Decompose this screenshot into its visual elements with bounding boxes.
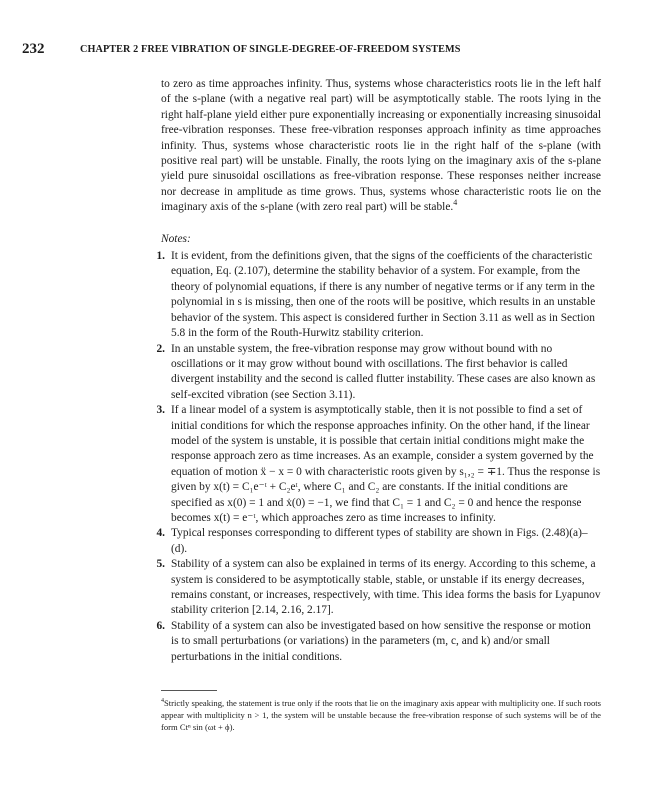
footnote-number: 4 [161, 698, 165, 705]
page-number: 232 [22, 41, 45, 57]
footnote-divider [161, 690, 217, 691]
note-item [156, 557, 601, 619]
note-text: Typical responses corresponding to different types of stability are shown in Figs. (2.48)(a)–(d). [171, 527, 588, 555]
note-number: 6. [156, 619, 165, 632]
note-text: If a linear model of a system is asymptotically stable, then it is not possible to find a set of initial conditions for which the response approaches infinity. On the other hand, if the linear model of the system is unstable, it is possible that certain initial conditions might make the response approach zero as time increases. As an example, consider a system governed by the equation of motion ẍ − x = 0 with characteristic roots given by s₁,₂ = ∓1. Thus the response is given by x(t) = C₁e⁻ᵗ + C₂eᵗ, where C₁ and C₂ are constants. If the initial conditions are specified as x(0) = 1 and ẋ(0) = −1, we find that C₁ = 1 and C₂ = 0 and hence the response becomes x(t) = e⁻ᵗ, which approaches zero as time increases to infinity. [171, 404, 601, 524]
note-text: It is evident, from the definitions given, that the signs of the coefficients of the characteristic equation, Eq. (2.107), determine the stability behavior of a system. For example, from the theory of polynomial equations, if there is any number of negative terms or if any term in the polynomial in s is missing, then one of the roots will be positive, which results in an unstable behavior of the system. This aspect is considered further in Section 3.11 as well as in Section 5.8 in the form of the Routh-Hurwitz stability criterion. [171, 250, 596, 340]
footnote [161, 697, 601, 734]
note-text: Stability of a system can also be investigated based on how sensitive the response or motion is to small perturbations (or variations) in the parameters (m, c, and k) and/or small perturbations in the initial conditions. [171, 619, 591, 663]
notes-list [156, 249, 601, 665]
footnote-marker: 4 [453, 198, 458, 208]
page-header [22, 41, 625, 59]
footnote-text: Strictly speaking, the statement is true only if the roots that lie on the imaginary axis appear with multiplicity one. If such roots appear with multiplicity n > 1, the system will be unstable because the free-vibration response of such systems will be of the form Ctⁿ sin (ωt + ϕ). [161, 698, 601, 733]
running-head: CHAPTER 2 FREE VIBRATION OF SINGLE-DEGREE-OF-FREEDOM SYSTEMS [80, 44, 461, 55]
intro-paragraph [161, 77, 601, 216]
note-number: 3. [156, 404, 165, 417]
intro-paragraph-text: to zero as time approaches infinity. Thus, systems whose characteristics roots lie in the left half of the s-plane (with a negative real part) will be asymptotically stable. The roots lying in the right half-plane yield either pure exponentially increasing or exponentially increasing sinusoidal free-vibration responses. These free-vibration responses approach infinity as time approaches infinity. Thus, systems whose characteristic roots lie in the right half of the s-plane (with positive real part) will be unstable. Finally, the roots lying on the imaginary axis of the s-plane yield pure sinusoidal oscillations as free-vibration response. These responses neither increase nor decrease in amplitude as time grows. Thus, systems whose characteristic roots lie on the imaginary axis of the s-plane (with zero real part) will be stable. [161, 78, 601, 214]
note-text: Stability of a system can also be explained in terms of its energy. According to this scheme, a system is considered to be asymptotically stable, stable, or unstable if its energy decreases, remains constant, or increases, respectively, with time. This idea forms the basis for Lyapunov stability criterion [2.14, 2.16, 2.17]. [171, 558, 601, 617]
note-number: 4. [156, 527, 165, 540]
note-item [156, 342, 601, 404]
note-number: 5. [156, 558, 165, 571]
note-text: In an unstable system, the free-vibration response may grow without bound with no oscillations or it may grow without bound with oscillations. The first behavior is called divergent instability and the second is called flutter instability. These cases are also known as self-excited vibration (see Section 3.11). [171, 342, 596, 401]
note-item [156, 619, 601, 665]
note-item [156, 526, 601, 557]
note-item [156, 403, 601, 526]
note-item [156, 249, 601, 341]
note-number: 2. [156, 342, 165, 355]
main-content [156, 77, 601, 665]
notes-heading: Notes: [161, 232, 191, 245]
note-number: 1. [156, 250, 165, 263]
